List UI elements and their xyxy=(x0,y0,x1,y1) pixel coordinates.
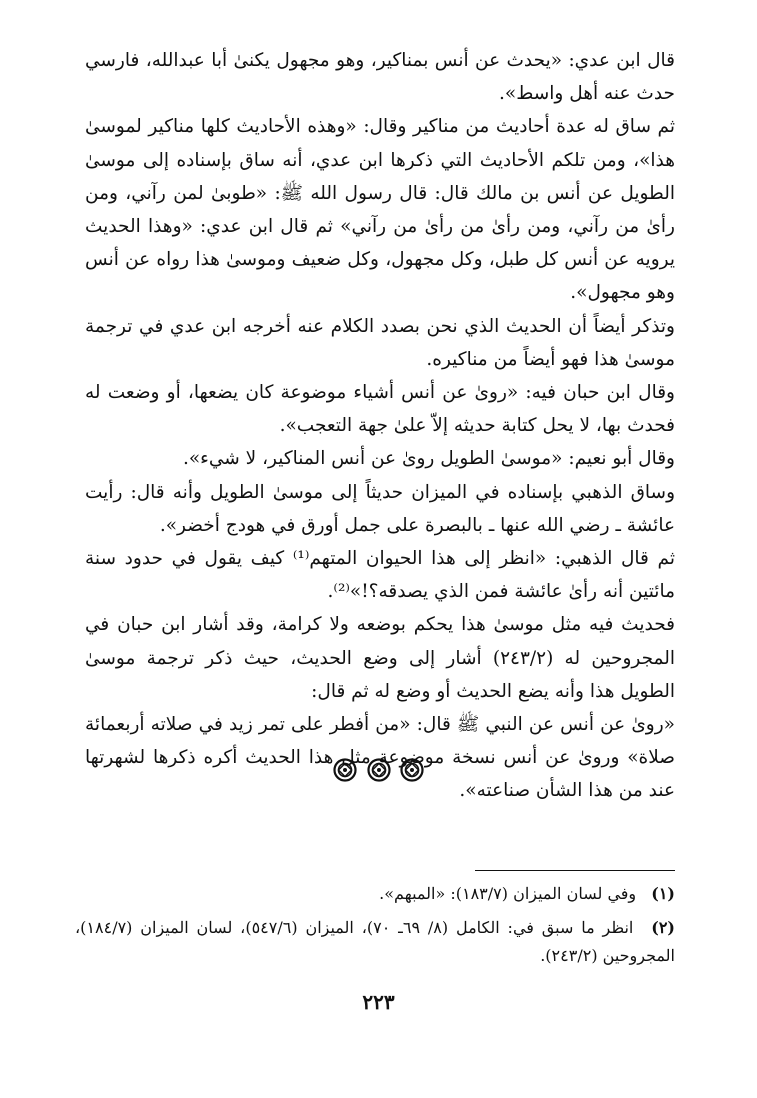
footnote-number: (١) xyxy=(651,884,675,903)
paragraph-4: وقال ابن حبان فيه: «روىٰ عن أنس أشياء موضوعة كان يضعها، أو وضعت له فحدث بها، لا يحل كتابة حديثه إلاّ علىٰ جهة التعجب». xyxy=(85,382,675,437)
paragraph-5: وقال أبو نعيم: «موسىٰ الطويل روىٰ عن أنس المناكير، لا شيء». xyxy=(182,448,675,470)
ornament-icon xyxy=(400,758,424,782)
section-ornament xyxy=(0,758,757,782)
footnote-text: وفي لسان الميزان (١٨٣/٧): «المبهم». xyxy=(379,884,637,903)
paragraph-3: وتذكر أيضاً أن الحديث الذي نحن بصدد الكلام عنه أخرجه ابن عدي في ترجمة موسىٰ هذا فهو أيضاً من مناكيره. xyxy=(85,315,675,370)
ornament-icon xyxy=(333,758,357,782)
footnote-text: انظر ما سبق في: الكامل (٨/ ٦٩ـ ٧٠)، الميزان (٥٤٧/٦)، لسان الميزان (١٨٤/٧)، المجروحين (٢٤٣/٢). xyxy=(75,918,675,965)
paragraph-8: فحديث فيه مثل موسىٰ هذا يحكم بوضعه ولا كرامة، وقد أشار ابن حبان في المجروحين له (٢٤٣/٢) أشار إلى وضع الحديث، حيث ذكر ترجمة موسىٰ الطويل هذا وأنه يضع الحديث أو وضع له ثم قال: xyxy=(85,614,675,702)
paragraph-6: وساق الذهبي بإسناده في الميزان حديثاً إلى موسىٰ الطويل وأنه قال: رأيت عائشة ـ رضي الله عنها ـ بالبصرة على جمل أورق في هودج أخضر». xyxy=(85,481,675,536)
footnote-number: (٢) xyxy=(651,918,675,937)
paragraph-9: «روىٰ عن أنس عن النبي ﷺ قال: «من أفطر على تمر زيد في صلاته أربعمائة صلاة» وروىٰ عن أنس نسخة موضوعة مثل هذا الحديث أكره ذكرها لشهرتها عند من هذا الشأن صناعته». xyxy=(85,714,675,802)
paragraph-7: ثم قال الذهبي: «انظر إلى هذا الحيوان المتهم⁽¹⁾ كيف يقول في حدود سنة مائتين أنه رأىٰ عائشة فمن الذي يصدقه؟!»⁽²⁾. xyxy=(85,548,676,603)
main-text xyxy=(85,44,675,808)
paragraph-1: قال ابن عدي: «يحدث عن أنس بمناكير، وهو مجهول يكنىٰ أبا عبدالله، فارسي حدث عنه أهل واسط». xyxy=(85,50,675,105)
footnote-2 xyxy=(75,914,675,970)
paragraph-2: ثم ساق له عدة أحاديث من مناكير وقال: «وهذه الأحاديث كلها مناكير لموسىٰ هذا»، ومن تلكم الأحاديث التي ذكرها ابن عدي، أنه ساق بإسناده إلى موسىٰ الطويل عن أنس بن مالك قال: قال رسول الله ﷺ: «طوبىٰ لمن رآني، ومن رأىٰ من رآني، ومن رأىٰ من رأىٰ من رآني» ثم قال ابن عدي: «وهذا الحديث يرويه عن أنس كل طبل، وكل مجهول، وكل ضعيف وموسىٰ هذا رواه عن أنس وهو مجهول». xyxy=(85,116,675,304)
footnotes xyxy=(75,880,675,976)
footnote-1 xyxy=(75,880,675,908)
page-body xyxy=(85,44,675,808)
page-number: ٢٢٣ xyxy=(362,990,395,1014)
footnote-divider xyxy=(475,870,675,871)
ornament-icon xyxy=(367,758,391,782)
